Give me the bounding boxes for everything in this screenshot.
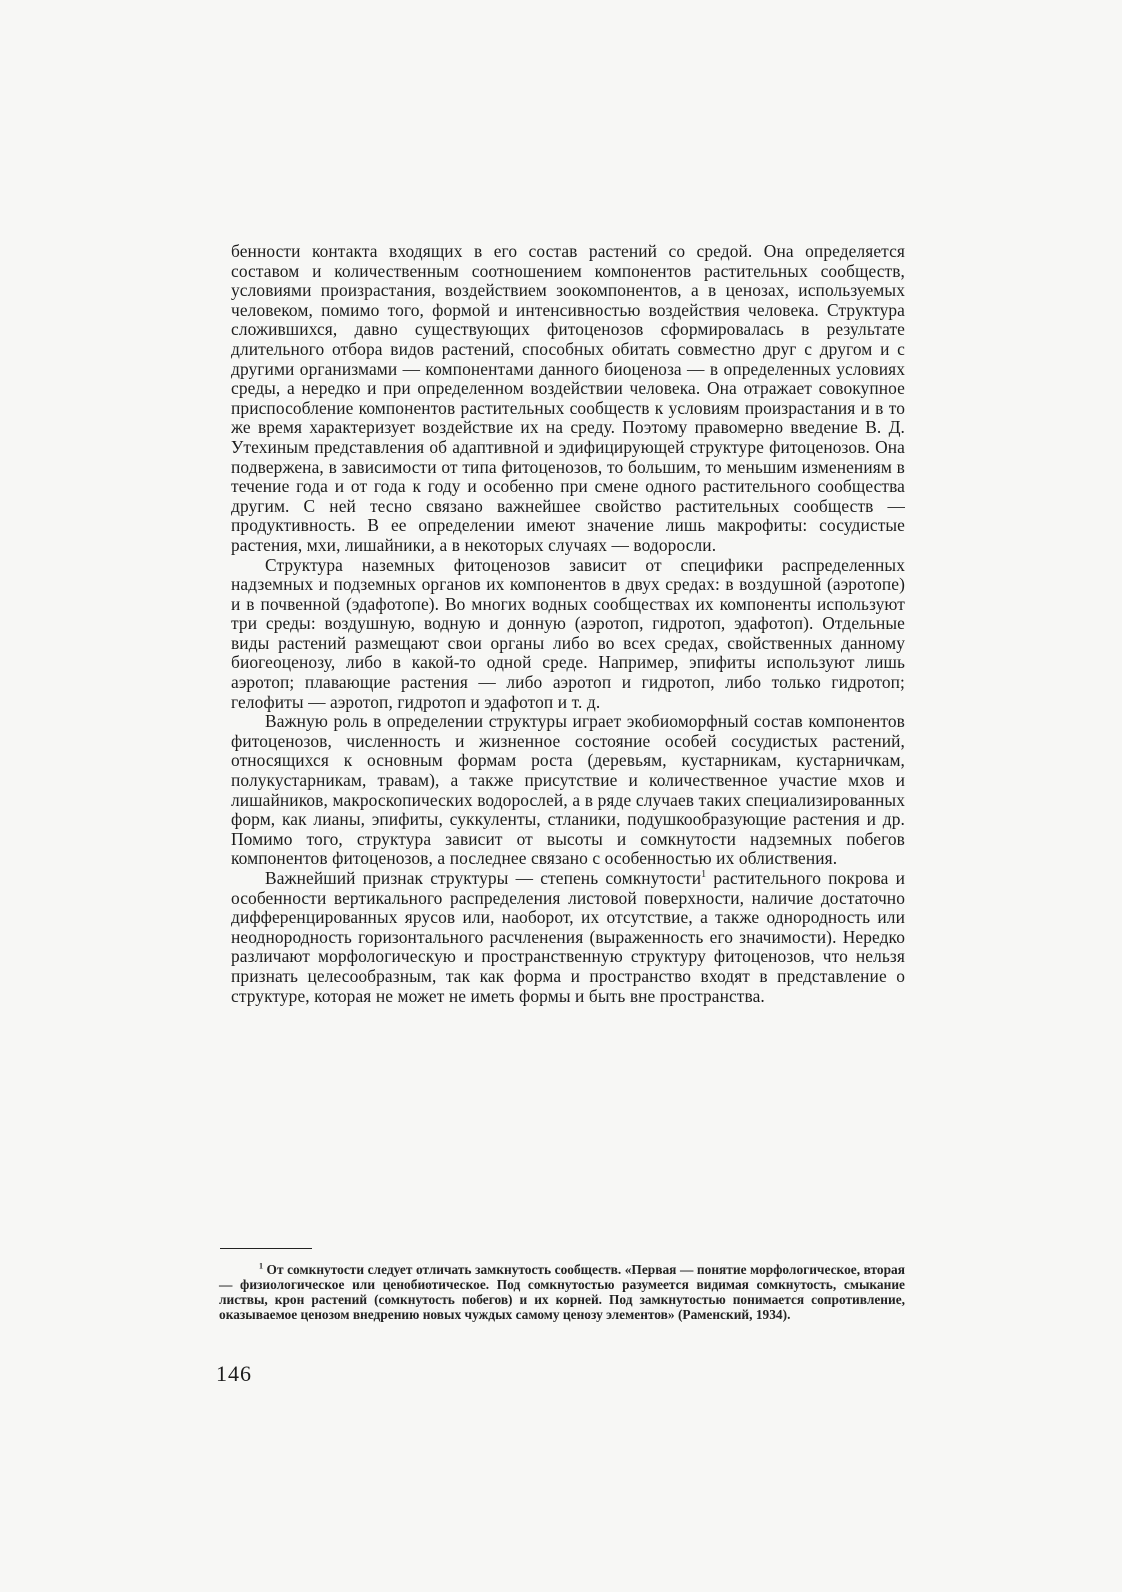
paragraph-4-start: Важнейший признак структуры — степень сомкнутости — [265, 868, 702, 888]
footnotes — [219, 1262, 905, 1322]
paragraph-4-end: растительного покрова и особенности вертикального распределения листовой поверхности, наличие достаточно дифференцированных ярусов или, наоборот, их отсутствие, а также однородность или неоднородность горизонтального расчленения (выраженность его значимости). Нередко различают морфологическую и пространственную структуру фитоценозов, что нельзя признать целесообразным, так как форма и пространство входят в представление о структуре, которая не может не иметь формы и быть вне пространства. — [231, 868, 905, 1006]
paragraph-4 — [231, 869, 905, 1006]
footnote-marker: 1 — [259, 1261, 263, 1271]
footnote-separator — [220, 1248, 312, 1249]
footnote-1 — [219, 1262, 905, 1322]
paragraph-3: Важную роль в определении структуры играет экобиоморфный состав компонентов фитоценозов, численность и жизненное состояние особей сосудистых растений, относящихся к основным формам роста (деревьям, кустарникам, кустарничкам, полукустарникам, травам), а также присутствие и количественное участие мхов и лишайников, макроскопических водорослей, а в ряде случаев таких специализированных форм, как лианы, эпифиты, суккуленты, стланики, подушкообразующие растения и др. Помимо того, структура зависит от высоты и сомкнутости надземных побегов компонентов фитоценозов, а последнее связано с особенностью их облиствения. — [231, 711, 905, 869]
footnote-text: От сомкнутости следует отличать замкнутость сообществ. «Первая — понятие морфологическое, вторая — физиологическое или ценобиотическое. Под сомкнутостью разумеется видимая сомкнутость, смыкание листвы, крон растений (сомкнутость побегов) и их корней. Под замкнутостью понимается сопротивление, оказываемое ценозом внедрению новых чуждых самому ценозу элементов» (Раменский, 1934). — [219, 1262, 905, 1322]
page-number: 146 — [216, 1361, 252, 1386]
paragraph-2: Структура наземных фитоценозов зависит от специфики распределенных надземных и подземных органов их компонентов в двух средах: в воздушной (аэротопе) и в почвенной (эдафотопе). Во многих водных сообществах их компоненты используют три среды: воздушную, водную и донную (аэротоп, гидротоп, эдафотоп). Отдельные виды растений размещают свои органы либо во всех средах, свойственных данному биогеоценозу, либо в какой-то одной среде. Например, эпифиты используют лишь аэротоп; плавающие растения — либо аэротоп и гидротоп, либо только гидротоп; гелофиты — аэротоп, гидротоп и эдафотоп и т. д. — [231, 554, 905, 712]
footnote-reference: 1 — [701, 869, 707, 881]
paragraph-1: бенности контакта входящих в его состав растений со средой. Она определяется составом и количественным соотношением компонентов растительных сообществ, условиями произрастания, воздействием зоокомпонентов, а в ценозах, используемых человеком, помимо того, формой и интенсивностью воздействия человека. Структура сложившихся, давно существующих фитоценозов сформировалась в результате длительного отбора видов растений, способных обитать совместно друг с другом и с другими организмами — компонентами данного биоценоза — в определенных условиях среды, а нередко и при определенном воздействии человека. Она отражает совокупное приспособление компонентов растительных сообществ к условиям произрастания и в то же время характеризует воздействие их на среду. Поэтому правомерно введение В. Д. Утехиным представления об адаптивной и эдифицирующей структуре фитоценозов. Она подвержена, в зависимости от типа фитоценозов, то большим, то меньшим изменениям в течение года и от года к году и особенно при смене одного растительного сообщества другим. С ней тесно связано важнейшее свойство растительных сообществ — продуктивность. В ее определении имеют значение лишь макрофиты: сосудистые растения, мхи, лишайники, а в некоторых случаях — водоросли. — [231, 241, 905, 555]
main-text — [231, 242, 905, 1006]
